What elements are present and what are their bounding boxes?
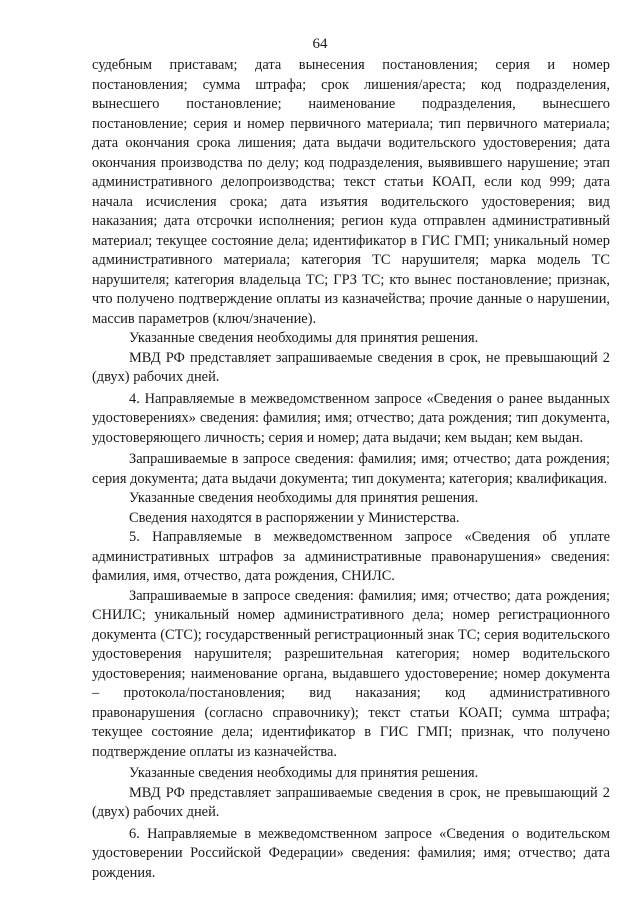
page-number: 64 bbox=[312, 36, 328, 52]
paragraph-continuation: судебным приставам; дата вынесения постановления; серия и номер постановления; сумма штрафа; срок лишения/ареста; код подразделения, вынесшего постановление; наименование подразделения, вынесшего постановление; серия и номер первичного материала; тип первичного материала; дата окончания срока лишения; дата выдачи водительского удостоверения; дата окончания производства по делу; код подразделения, выявившего нарушение; этап административного делопроизводства; текст статьи КОАП, если код 999; дата начала исчисления срока; дата изъятия водительского удостоверения; вид наказания; дата отсрочки исполнения; регион куда отправлен административный материал; текущее состояние дела; идентификатор в ГИС ГМП; уникальный номер административного материала; категория ТС нарушителя; марка модель ТС нарушителя; категория владельца ТС; ГРЗ ТС; кто вынес постановление; признак, что получено подтверждение оплаты из казначейства; прочие данные о нарушении, массив параметров (ключ/значение). bbox=[92, 57, 610, 327]
paragraph: МВД РФ представляет запрашиваемые сведения в срок, не превышающий 2 (двух) рабочих дней. bbox=[92, 349, 610, 385]
paragraph-item-6: 6. Направляемые в межведомственном запросе «Сведения о водительском удостоверении Российской Федерации» сведения: фамилия; имя; отчество; дата рождения. bbox=[92, 825, 610, 881]
paragraph: Указанные сведения необходимы для принятия решения. bbox=[129, 330, 479, 346]
paragraph-item-5: 5. Направляемые в межведомственном запросе «Сведения об уплате административных штрафов за административные правонарушения» сведения: фамилия, имя, отчество, дата рождения, СНИЛС. bbox=[92, 529, 610, 584]
paragraph: Запрашиваемые в запросе сведения: фамилия; имя; отчество; дата рождения; СНИЛС; уникальный номер административного дела; номер регистрационного документа (СТС); государственный регистрационный знак ТС; серия водительского удостоверения нарушителя; разрешительная категория; номер водительского удостоверения; наименование органа, выдавшего удостоверение; номер документа – протокола/постановления; вид наказания; код административного правонарушения (согласно справочнику); текст статьи КОАП; сумма штрафа; текущее состояние дела; идентификатор в ГИС ГМП; признак, что получено подтверждение оплаты из казначейства. bbox=[92, 587, 610, 760]
paragraph: Сведения находятся в распоряжении у Министерства. bbox=[129, 509, 460, 526]
paragraph: МВД РФ представляет запрашиваемые сведения в срок, не превышающий 2 (двух) рабочих дней. bbox=[92, 784, 610, 820]
paragraph: Указанные сведения необходимы для принятия решения. bbox=[129, 765, 479, 781]
document-body bbox=[92, 56, 610, 883]
paragraph: Запрашиваемые в запросе сведения: фамилия; имя; отчество; дата рождения; серия документа; дата выдачи документа; тип документа; категория; квалификация. bbox=[92, 451, 610, 487]
paragraph: Указанные сведения необходимы для принятия решения. bbox=[129, 490, 479, 506]
paragraph-item-4: 4. Направляемые в межведомственном запросе «Сведения о ранее выданных удостоверениях» сведения: фамилия; имя; отчество; дата рождения; тип документа, удостоверяющего личность; серия и номер; дата выдачи; кем выдан; кем выдан. bbox=[92, 390, 610, 446]
